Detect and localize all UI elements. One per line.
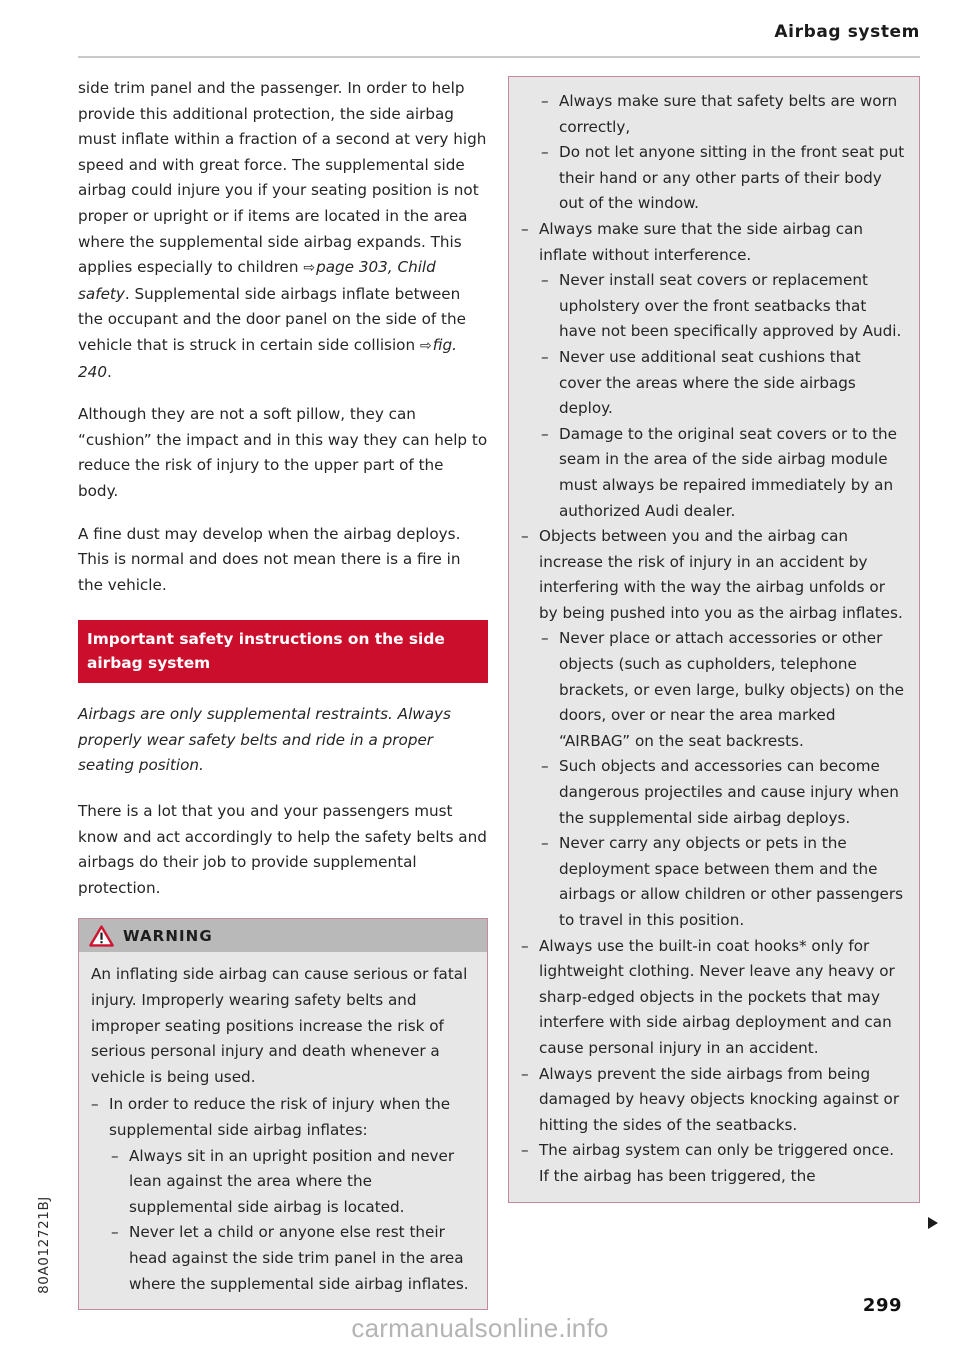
list-item-text: Never install seat covers or replacement upholstery over the front seatbacks that have not been specifically approved by Audi. <box>559 271 902 341</box>
list-item-text: Never carry any objects or pets in the deployment space between them and the airbags or allow children or other passengers to travel in this position. <box>559 834 904 929</box>
list-item-text: Always sit in an upright position and never lean against the area where the supplemental side airbag is located. <box>129 1146 455 1216</box>
dash-bullet-icon: – <box>541 424 549 443</box>
list-item-text: Always use the built-in coat hooks* only for lightweight clothing. Never leave any heavy or sharp-edged objects in the pockets that may interfere with side airbag deployment and can cause personal injury in an accident. <box>539 936 895 1057</box>
warning-continuation-list <box>521 89 907 1190</box>
list-item <box>91 1220 475 1297</box>
cross-reference-fig-240: fig. 240 <box>78 335 457 381</box>
warning-label: WARNING <box>123 927 213 946</box>
section-heading-safety-instructions: Important safety instructions on the side airbag system <box>78 620 488 683</box>
warning-triangle-icon <box>89 925 114 947</box>
list-item <box>521 1138 907 1189</box>
paragraph-fine-dust: A fine dust may develop when the airbag deploys. This is normal and does not mean there is a fire in the vehicle. <box>78 524 461 594</box>
dash-bullet-icon: – <box>111 1146 119 1165</box>
list-item <box>521 140 907 217</box>
list-item <box>91 1144 475 1221</box>
dash-bullet-icon: – <box>91 1095 99 1114</box>
list-item <box>521 524 907 626</box>
document-part-number: 80A012721BJ <box>36 1196 52 1294</box>
warning-paragraph: An inflating side airbag can cause serious or fatal injury. Improperly wearing safety belts and improper seating positions increase the risk of serious personal injury and death whenever a vehicle is being used. <box>91 965 468 1086</box>
list-item <box>521 345 907 422</box>
warning-continuation-box <box>508 76 920 1203</box>
list-item <box>91 1092 475 1143</box>
continuation-arrow-icon <box>928 1217 938 1229</box>
dash-bullet-icon: – <box>521 936 529 955</box>
paragraph-intro: There is a lot that you and your passengers must know and act accordingly to help the safety belts and airbags do their job to provide supplemental protection. <box>78 802 487 897</box>
dash-bullet-icon: – <box>541 143 549 162</box>
header-divider <box>78 56 920 58</box>
list-item-text: Never use additional seat cushions that cover the areas where the side airbags deploy. <box>559 347 861 418</box>
watermark: carmanualsonline.info <box>351 1313 609 1343</box>
dash-bullet-icon: – <box>541 271 549 290</box>
dash-bullet-icon: – <box>541 834 549 853</box>
page-header <box>78 22 920 42</box>
warning-box-header <box>79 919 487 952</box>
dash-bullet-icon: – <box>521 527 529 546</box>
dash-bullet-icon: – <box>521 1141 529 1160</box>
right-column <box>508 76 918 1203</box>
paragraph-cushion: Although they are not a soft pillow, they can “cushion” the impact and in this way they can help to reduce the risk of injury to the upper part of the body. <box>78 405 488 500</box>
list-item <box>521 626 907 754</box>
list-item-text: In order to reduce the risk of injury when the supplemental side airbag inflates: <box>109 1095 451 1139</box>
list-item-text: Always prevent the side airbags from being damaged by heavy objects knocking against or hitting the sides of the seatbacks. <box>539 1064 900 1134</box>
list-item-text: Such objects and accessories can become dangerous projectiles and cause injury when the supplemental side airbag deploys. <box>559 757 899 827</box>
dash-bullet-icon: – <box>521 219 529 238</box>
dash-bullet-icon: – <box>521 1064 529 1083</box>
arrow-right-icon-2: ⇨ <box>419 337 432 354</box>
list-item <box>521 422 907 524</box>
list-item <box>521 89 907 140</box>
list-item <box>521 268 907 345</box>
warning-box-body <box>79 952 487 1309</box>
list-item-text: Always make sure that the side airbag can inflate without interference. <box>539 219 864 264</box>
dash-bullet-icon: – <box>541 92 549 110</box>
list-item <box>521 831 907 933</box>
list-item-text: Damage to the original seat covers or to the seam in the area of the side airbag module must always be repaired immediately by an authorized Audi dealer. <box>559 424 898 520</box>
list-item <box>521 217 907 268</box>
arrow-right-icon: ⇨ <box>303 260 316 277</box>
list-item <box>521 934 907 1062</box>
list-item-text: Never place or attach accessories or other objects (such as cupholders, telephone brackets, or even large, bulky objects) on the doors, over or near the area marked “AIRBAG” on the seat backrests. <box>559 629 904 750</box>
list-item <box>521 1062 907 1139</box>
paragraph-text-part3: . <box>107 362 112 381</box>
warning-list <box>91 1092 475 1297</box>
list-item <box>521 754 907 831</box>
list-item-text: Never let a child or anyone else rest their head against the side trim panel in the area where the supplemental side airbag inflates. <box>129 1223 469 1293</box>
cross-reference-page-303: page 303, Child safety <box>78 258 436 303</box>
left-column <box>78 76 488 1310</box>
warning-box <box>78 918 488 1310</box>
dash-bullet-icon: – <box>111 1223 119 1242</box>
dash-bullet-icon: – <box>541 757 549 776</box>
dash-bullet-icon: – <box>541 629 549 648</box>
paragraph-text-part2: . Supplemental side airbags inflate between the occupant and the door panel on the side of the vehicle that is struck in certain side collision <box>78 284 466 354</box>
list-item-text: Do not let anyone sitting in the front seat put their hand or any other parts of their body out of the window. <box>559 143 905 213</box>
page-number: 299 <box>862 1295 902 1316</box>
page-title: Airbag system <box>774 22 920 42</box>
paragraph-continued <box>78 76 488 385</box>
list-item-text: Always make sure that safety belts are worn correctly, <box>559 92 898 136</box>
paragraph-text-part1: side trim panel and the passenger. In order to help provide this additional protection, the side airbag must inflate within a fraction of a second at very high speed and with great force. The supplemental side airbag could injure you if your seating position is not proper or upright or if items are located in the area where the supplemental side airbag expands. This applies especially to children <box>78 79 487 277</box>
list-item-text: Objects between you and the airbag can increase the risk of injury in an accident by interfering with the way the airbag unfolds or by being pushed into you as the airbag inflates. <box>539 527 903 622</box>
dash-bullet-icon: – <box>541 347 549 366</box>
list-item-text: The airbag system can only be triggered once. If the airbag has been triggered, the <box>539 1141 895 1185</box>
lead-italic-note: Airbags are only supplemental restraints. Always properly wear safety belts and ride in a proper seating position. <box>78 705 451 775</box>
